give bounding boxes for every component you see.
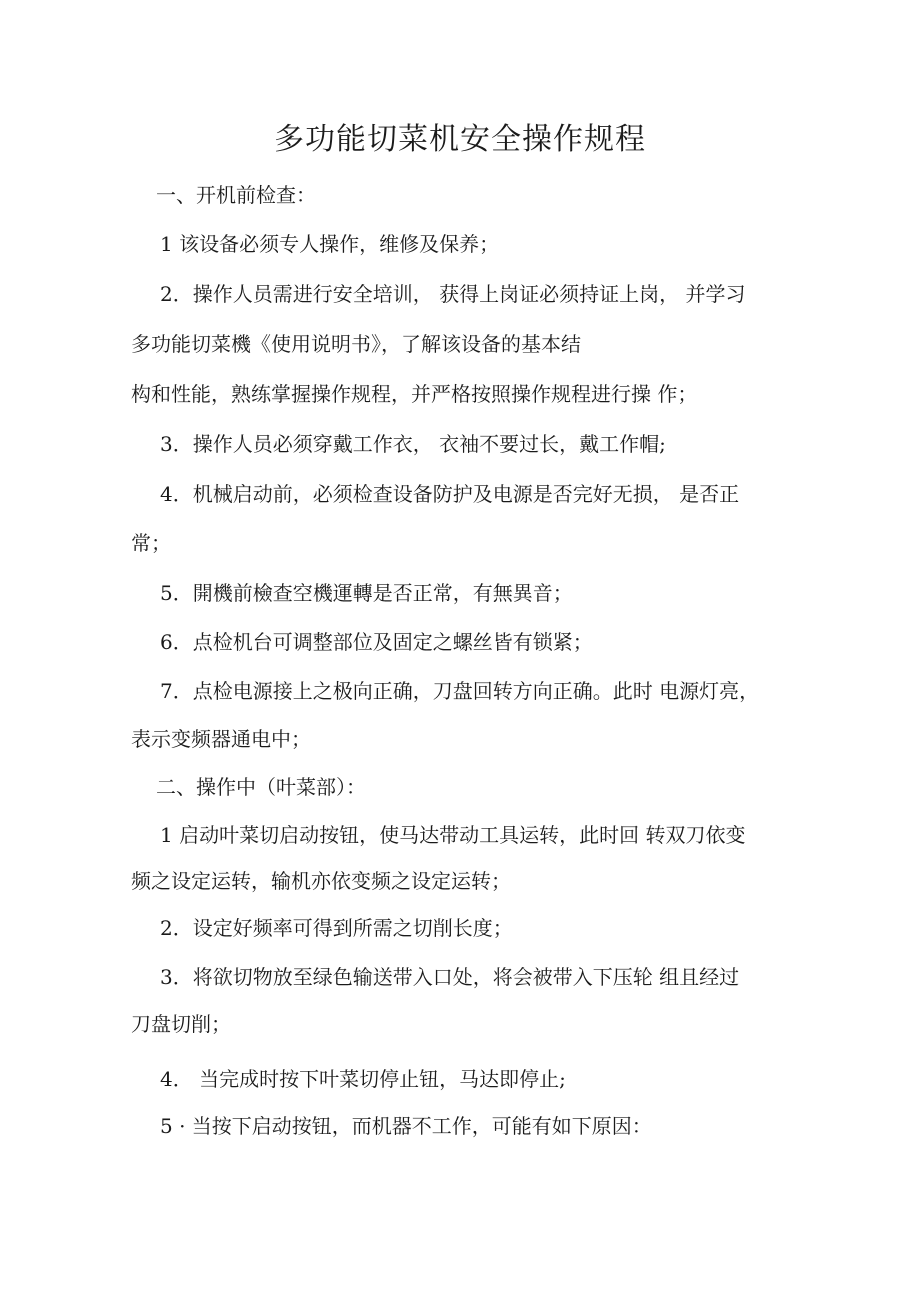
- paragraph-line: 6．点检机台可调整部位及固定之螺丝皆有锁紧；: [160, 630, 593, 654]
- section-heading-operation: 二、操作中（叶菜部）：: [156, 775, 366, 799]
- paragraph-line: 2．设定好频率可得到所需之切削长度；: [160, 916, 513, 940]
- section-heading-pre-start-check: 一、开机前检查：: [156, 183, 316, 207]
- paragraph-line: 5．開機前檢查空機運轉是否正常，有無異音；: [160, 581, 573, 605]
- paragraph-line: 1 启动叶菜切启动按钮，使马达带动工具运转，此时回 转双刀依变: [160, 823, 746, 847]
- paragraph-line: 3．将欲切物放至绿色输送带入口处，将会被带入下压轮 组且经过: [160, 965, 740, 989]
- paragraph-line: 4．机械启动前，必须检查设备防护及电源是否完好无损， 是否正: [160, 482, 740, 506]
- paragraph-line: 表示变频器通电中；: [131, 727, 311, 751]
- paragraph-line: 1 该设备必须专人操作，维修及保养；: [160, 232, 500, 256]
- paragraph-line: 常；: [131, 531, 171, 555]
- paragraph-line: 多功能切菜機《使用说明书》，了解该设备的基本结: [131, 332, 581, 356]
- paragraph-line: 构和性能，熟练掌握操作规程，并严格按照操作规程进行操 作；: [131, 382, 698, 406]
- paragraph-line: 频之设定运转，输机亦依变频之设定运转；: [131, 869, 511, 893]
- paragraph-line: 7．点检电源接上之极向正确，刀盘回转方向正确。此时 电源灯亮，: [160, 679, 760, 703]
- document-title: 多功能切菜机安全操作规程: [274, 122, 646, 157]
- paragraph-line: 5 · 当按下启动按钮，而机器不工作，可能有如下原因：: [160, 1114, 652, 1138]
- paragraph-line: 刀盘切削；: [131, 1012, 231, 1036]
- paragraph-line: 3．操作人员必须穿戴工作衣， 衣袖不要过长，戴工作帽;: [160, 432, 666, 456]
- paragraph-line: 2．操作人员需进行安全培训， 获得上岗证必须持证上岗， 并学习: [160, 282, 746, 306]
- paragraph-line: 4． 当完成时按下叶菜切停止钮，马达即停止;: [160, 1067, 566, 1091]
